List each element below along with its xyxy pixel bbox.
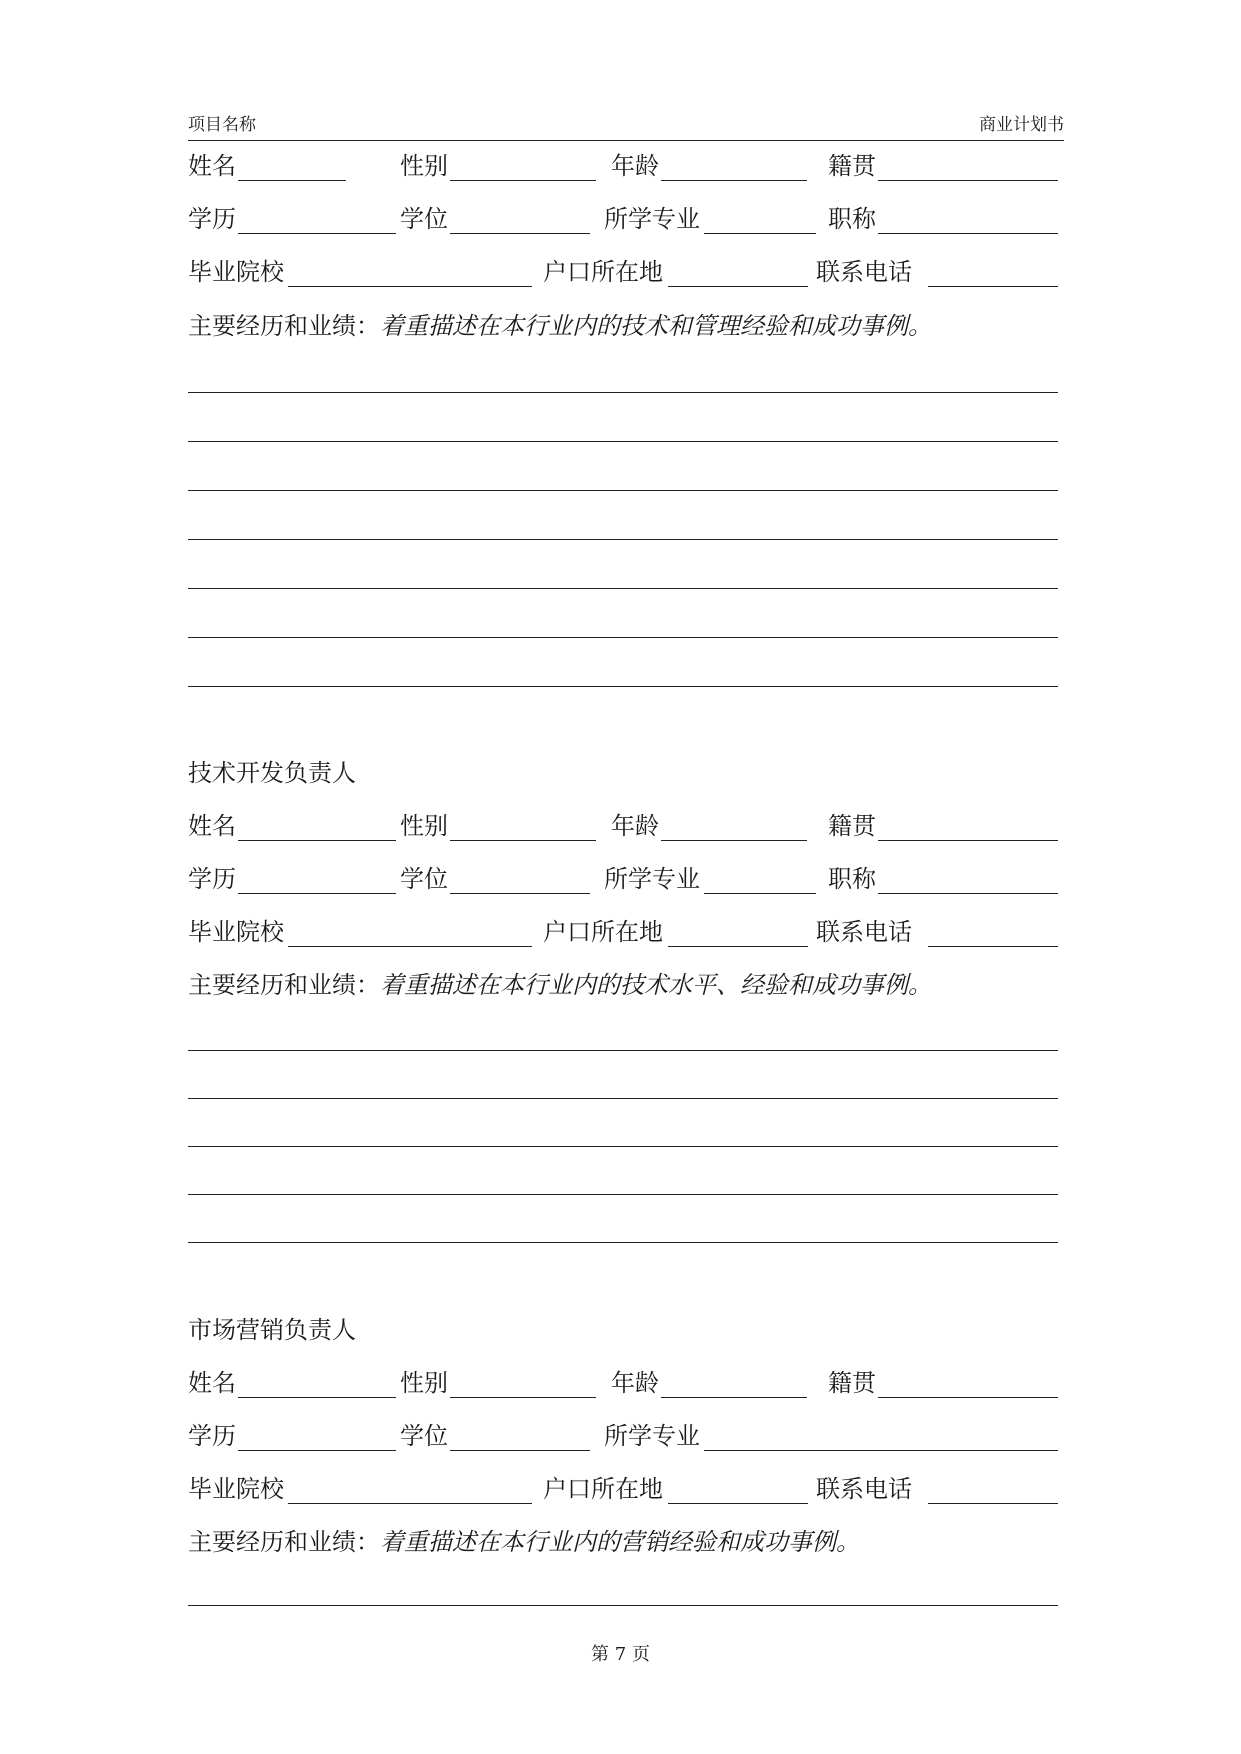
phone-label: 联系电话 — [816, 1475, 912, 1503]
gender-label: 性别 — [400, 152, 448, 180]
answer-line[interactable] — [188, 1242, 1058, 1243]
gender-field[interactable] — [450, 1367, 596, 1398]
answer-line[interactable] — [188, 1146, 1058, 1147]
experience-label: 主要经历和业绩： — [188, 1528, 380, 1556]
degree-field[interactable] — [450, 1420, 590, 1451]
answer-line[interactable] — [188, 490, 1058, 491]
phone-label: 联系电话 — [816, 258, 912, 286]
answer-line[interactable] — [188, 588, 1058, 589]
section-title-tech: 技术开发负责人 — [188, 759, 356, 787]
answer-line[interactable] — [188, 1194, 1058, 1195]
school-label: 毕业院校 — [188, 918, 284, 946]
education-label: 学历 — [188, 1422, 236, 1450]
degree-label: 学位 — [400, 205, 448, 233]
hukou-field[interactable] — [668, 256, 808, 287]
name-label: 姓名 — [188, 1369, 236, 1397]
form-row-basic-3 — [188, 916, 1058, 948]
experience-label: 主要经历和业绩： — [188, 971, 380, 999]
origin-label: 籍贯 — [828, 812, 876, 840]
name-field[interactable] — [238, 1367, 396, 1398]
degree-label: 学位 — [400, 1422, 448, 1450]
experience-label: 主要经历和业绩： — [188, 312, 380, 340]
gender-field[interactable] — [450, 810, 596, 841]
major-field[interactable] — [704, 203, 816, 234]
answer-line[interactable] — [188, 539, 1058, 540]
gender-label: 性别 — [400, 1369, 448, 1397]
degree-label: 学位 — [400, 865, 448, 893]
education-field[interactable] — [238, 203, 396, 234]
title-field[interactable] — [878, 863, 1058, 894]
age-field[interactable] — [661, 150, 807, 181]
degree-field[interactable] — [450, 863, 590, 894]
form-row-basic-2 — [188, 1420, 1058, 1452]
gender-label: 性别 — [400, 812, 448, 840]
hukou-field[interactable] — [668, 1473, 808, 1504]
origin-label: 籍贯 — [828, 152, 876, 180]
answer-line[interactable] — [188, 392, 1058, 393]
education-label: 学历 — [188, 205, 236, 233]
experience-hint: 着重描述在本行业内的技术水平、经验和成功事例。 — [380, 971, 932, 999]
school-label: 毕业院校 — [188, 258, 284, 286]
major-label: 所学专业 — [604, 865, 700, 893]
page-number: 第 7 页 — [591, 1644, 650, 1665]
form-row-basic-3 — [188, 1473, 1058, 1505]
experience-prompt — [188, 1526, 860, 1558]
section-title-marketing: 市场营销负责人 — [188, 1316, 356, 1344]
title-label: 职称 — [828, 865, 876, 893]
origin-field[interactable] — [878, 1367, 1058, 1398]
experience-hint: 着重描述在本行业内的技术和管理经验和成功事例。 — [380, 312, 932, 340]
school-field[interactable] — [288, 256, 532, 287]
form-row-basic-2 — [188, 203, 1058, 235]
title-field[interactable] — [878, 203, 1058, 234]
experience-hint: 着重描述在本行业内的营销经验和成功事例。 — [380, 1528, 860, 1556]
name-field[interactable] — [238, 150, 346, 181]
form-row-basic-3 — [188, 256, 1058, 288]
major-label: 所学专业 — [604, 1422, 700, 1450]
name-label: 姓名 — [188, 152, 236, 180]
gender-field[interactable] — [450, 150, 596, 181]
degree-field[interactable] — [450, 203, 590, 234]
age-label: 年龄 — [611, 812, 659, 840]
education-field[interactable] — [238, 863, 396, 894]
origin-field[interactable] — [878, 150, 1058, 181]
answer-line[interactable] — [188, 1098, 1058, 1099]
answer-line[interactable] — [188, 686, 1058, 687]
form-row-basic-1 — [188, 1367, 1058, 1399]
major-field[interactable] — [704, 1420, 1058, 1451]
origin-label: 籍贯 — [828, 1369, 876, 1397]
age-label: 年龄 — [611, 1369, 659, 1397]
form-row-basic-1 — [188, 150, 1058, 182]
name-label: 姓名 — [188, 812, 236, 840]
experience-prompt — [188, 310, 932, 342]
page-header — [188, 110, 1064, 141]
answer-line[interactable] — [188, 441, 1058, 442]
hukou-label: 户口所在地 — [543, 1475, 663, 1503]
age-label: 年龄 — [611, 152, 659, 180]
phone-field[interactable] — [928, 916, 1058, 947]
school-field[interactable] — [288, 916, 532, 947]
name-field[interactable] — [238, 810, 396, 841]
hukou-label: 户口所在地 — [543, 258, 663, 286]
school-field[interactable] — [288, 1473, 532, 1504]
header-project-name: 项目名称 — [188, 115, 256, 135]
form-row-basic-2 — [188, 863, 1058, 895]
age-field[interactable] — [661, 1367, 807, 1398]
school-label: 毕业院校 — [188, 1475, 284, 1503]
hukou-field[interactable] — [668, 916, 808, 947]
phone-label: 联系电话 — [816, 918, 912, 946]
hukou-label: 户口所在地 — [543, 918, 663, 946]
title-label: 职称 — [828, 205, 876, 233]
phone-field[interactable] — [928, 256, 1058, 287]
education-label: 学历 — [188, 865, 236, 893]
header-doc-type: 商业计划书 — [979, 115, 1064, 135]
experience-prompt — [188, 969, 932, 1001]
education-field[interactable] — [238, 1420, 396, 1451]
answer-line[interactable] — [188, 1050, 1058, 1051]
origin-field[interactable] — [878, 810, 1058, 841]
answer-line[interactable] — [188, 637, 1058, 638]
form-row-basic-1 — [188, 810, 1058, 842]
major-label: 所学专业 — [604, 205, 700, 233]
answer-line[interactable] — [188, 1605, 1058, 1606]
age-field[interactable] — [661, 810, 807, 841]
phone-field[interactable] — [928, 1473, 1058, 1504]
major-field[interactable] — [704, 863, 816, 894]
